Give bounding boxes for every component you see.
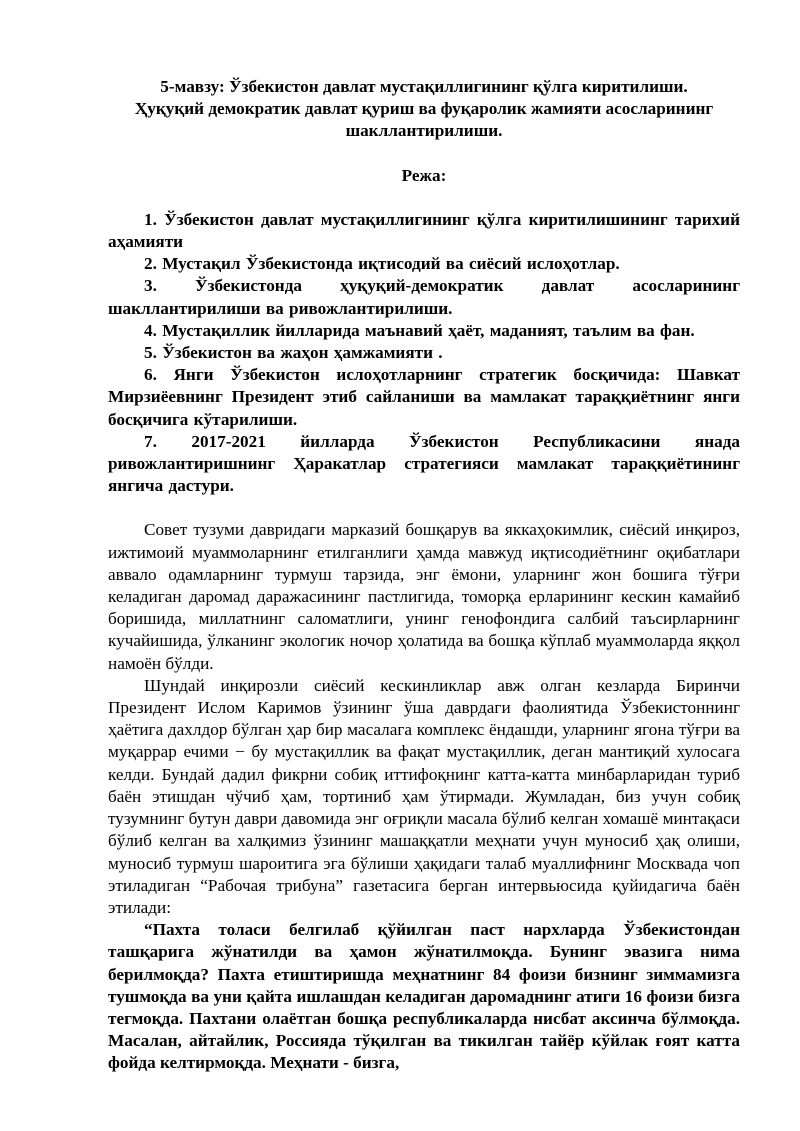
plan-item: 2. Мустақил Ўзбекистонда иқтисодий ва сиёсий ислоҳотлар. bbox=[144, 254, 620, 274]
plan-heading: Режа: bbox=[401, 165, 447, 185]
plan-list bbox=[108, 209, 740, 498]
plan-item: 3. Ўзбекистонда ҳуқуқий-демократик давлат асосларининг шакллантирилиши ва ривожлантирилиши. bbox=[108, 276, 740, 318]
title-line-2: Ҳуқуқий демократик давлат қуриш ва фуқаролик жамияти асосларининг шакллантирилиши. bbox=[134, 99, 714, 141]
plan-item: 6. Янги Ўзбекистон ислоҳотларнинг стратегик босқичида: Шавкат Мирзиёевнинг Президент этиб сайланиши ва мамлакат тараққиётнинг янги босқичига кўтарилиши. bbox=[108, 365, 740, 429]
document-title bbox=[108, 76, 740, 143]
document-body bbox=[108, 76, 740, 1075]
plan-item: 7. 2017-2021 йилларда Ўзбекистон Республикасини янада ривожлантиришнинг Ҳаракатлар стратегияси мамлакат тараққиётининг янгича дастури. bbox=[108, 431, 740, 496]
body-text bbox=[108, 519, 740, 1074]
body-paragraph: Совет тузуми давридаги марказий бошқарув ва яккаҳокимлик, сиёсий инқироз, ижтимоий муаммоларнинг етилганлиги ҳамда мавжуд иқтисодиётнинг оқибатлари аввало одамларнинг турмуш тарзида, энг ёмони, уларнинг жон бошига тўғри келадиган даромад даражасининг пастлигида, томорқа ерларининг кескин камайиб боришида, миллатнинг саломатлиги, унинг генофондига салбий таъсирларнинг кучайишида, ўлканинг экологик ночор ҳолатида ва бошқа кўплаб муаммоларда яққол намоён бўлди. bbox=[108, 520, 740, 673]
quote-paragraph: “Пахта толаси белгилаб қўйилган паст нархларда Ўзбекистондан ташқарига жўнатилди ва ҳамон жўнатилмоқда. Бунинг эвазига нима берилмоқда? Пахта етиштиришда меҳнатнинг 84 фоизи бизнинг зиммамизга тушмоқда ва уни қайта ишлашдан келадиган даромаднинг атиги 16 фоизи бизга тегмоқда. Пахтани олаётган бошқа республикаларда нисбат аксинча бўлмоқда. Масалан, айтайлик, Россияда тўқилган ва тикилган тайёр кўйлак ғоят катта фойда келтирмоқда. Меҳнати - бизга, bbox=[108, 920, 740, 1073]
plan-item: 5. Ўзбекистон ва жаҳон ҳамжамияти . bbox=[144, 343, 443, 363]
plan-item: 4. Мустақиллик йилларида маънавий ҳаёт, маданият, таълим ва фан. bbox=[144, 320, 695, 340]
title-line-1: 5-мавзу: Ўзбекистон давлат мустақиллигининг қўлга киритилиши. bbox=[160, 77, 688, 96]
body-paragraph: Шундай инқирозли сиёсий кескинликлар авж олган кезларда Биринчи Президент Ислом Каримов ўзининг ўша даврдаги фаолиятида Ўзбекистоннинг ҳаётига дахлдор бўлган ҳар бир масалага комплекс ёндашди, уларнинг ягона тўғри ва муқаррар ечими − бу мустақиллик ва фақат мустақиллик, деган мантиқий хулосага келди. Бундай дадил фикрни собиқ иттифоқнинг катта-катта минбарларидан туриб баён этишдан чўчиб ҳам, тортиниб ҳам ўтирмади. Жумладан, биз учун собиқ тузумнинг бутун даври давомида энг оғриқли масала бўлиб келган хомашё минтақаси бўлиб келган ва халқимиз ўзининг машаққатли меҳнати учун муносиб ҳақ олиши, муносиб турмуш шароитига эга бўлиши ҳақидаги талаб муаллифнинг Москвада чоп этиладиган “Рабочая трибуна” газетасига берган интервьюсида қуйидагича баён этилади: bbox=[108, 675, 740, 917]
plan-item: 1. Ўзбекистон давлат мустақиллигининг қўлга киритилишининг тарихий аҳамияти bbox=[108, 209, 740, 252]
